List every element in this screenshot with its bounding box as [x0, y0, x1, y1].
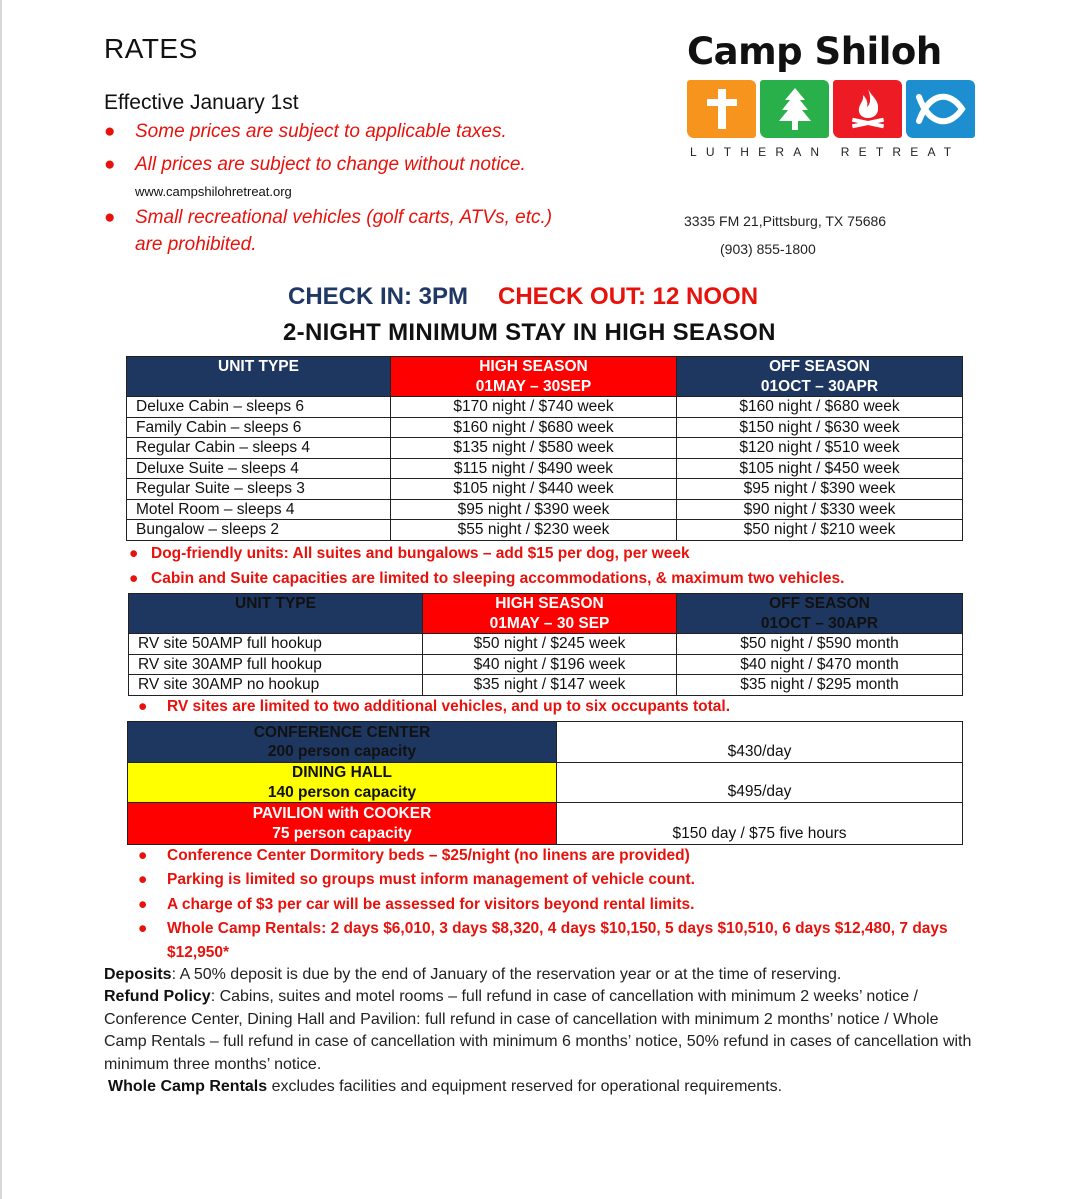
table-row: [128, 763, 963, 803]
deposits-label: Deposits: [104, 966, 172, 983]
facility-rates-table: [127, 721, 963, 845]
bullet-icon: ●: [104, 207, 116, 228]
bullet-icon: ●: [138, 847, 148, 864]
refund-label: Refund Policy: [104, 988, 211, 1005]
off-rate-cell: $105 night / $450 week: [677, 458, 963, 479]
tree-icon: [760, 80, 829, 138]
lodging-rates-table: [126, 356, 963, 541]
table-row: [129, 654, 963, 675]
page-edge: [0, 0, 2, 1199]
table-row: [129, 634, 963, 655]
high-rate-cell: $95 night / $390 week: [391, 499, 677, 520]
high-season-dates: 01MAY – 30SEP: [475, 377, 592, 395]
unit-cell: Regular Cabin – sleeps 4: [127, 438, 391, 459]
dog-friendly-note: [129, 545, 690, 563]
rv-note-text: RV sites are limited to two additional vehicles, and up to six occupants total.: [167, 698, 730, 715]
unit-cell: Deluxe Suite – sleeps 4: [127, 458, 391, 479]
check-out-time: CHECK OUT: 12 NOON: [498, 283, 759, 310]
whole-camp-note-text: Whole Camp Rentals: 2 days $6,010, 3 days $8,320, 4 days $10,150, 5 days $10,510, 6 days $12,480, 7 days: [167, 920, 948, 937]
minimum-stay: 2-NIGHT MINIMUM STAY IN HIGH SEASON: [283, 319, 776, 346]
refund-policy-paragraph: [104, 986, 984, 1076]
price-change-note-text: All prices are subject to change without notice.: [135, 154, 526, 175]
off-season-label: OFF SEASON: [769, 358, 870, 375]
high-rate-cell: $115 night / $490 week: [391, 458, 677, 479]
off-rate-cell: $50 night / $210 week: [677, 520, 963, 541]
unit-cell: Regular Suite – sleeps 3: [127, 479, 391, 500]
high-rate-cell: $170 night / $740 week: [391, 397, 677, 418]
table-row: [127, 479, 963, 500]
table-header-row: [129, 594, 963, 634]
car-charge-note-text: A charge of $3 per car will be assessed for visitors beyond rental limits.: [167, 896, 695, 913]
unit-cell: Deluxe Cabin – sleeps 6: [127, 397, 391, 418]
check-in-time: CHECK IN: 3PM: [288, 283, 469, 310]
high-rate-cell: $50 night / $245 week: [423, 634, 677, 655]
off-rate-cell: $120 night / $510 week: [677, 438, 963, 459]
effective-date: Effective January 1st: [104, 91, 299, 114]
high-rate-cell: $135 night / $580 week: [391, 438, 677, 459]
refund-text: : Cabins, suites and motel rooms – full refund in case of cancellation with minimum 2 weeks’ notice / Conference Center, Dining Hall and Pavilion: full refund in case of cancellation with minimum 2 months’ notice / Whole Camp Rentals – full refund in case of cancellation with minimum 6 months’ notice, 50% refund in cases of cancellation with minimum three months’ notice.: [104, 988, 972, 1073]
table-row: [127, 417, 963, 438]
bullet-icon: ●: [104, 121, 116, 142]
unit-cell: Bungalow – sleeps 2: [127, 520, 391, 541]
whole-camp-note: [138, 920, 948, 938]
facility-price: $430/day: [557, 722, 963, 763]
bullet-icon: ●: [129, 570, 139, 587]
camp-logo: [684, 30, 984, 165]
off-season-header: [677, 594, 963, 634]
high-season-header: [423, 594, 677, 634]
high-rate-cell: $160 night / $680 week: [391, 417, 677, 438]
whole-camp-text: excludes facilities and equipment reserved for operational requirements.: [267, 1078, 783, 1095]
logo-title: Camp Shiloh: [687, 30, 942, 73]
high-rate-cell: $105 night / $440 week: [391, 479, 677, 500]
tax-note-text: Some prices are subject to applicable taxes.: [135, 121, 507, 142]
off-rate-cell: $160 night / $680 week: [677, 397, 963, 418]
facility-price: $150 day / $75 five hours: [557, 803, 963, 845]
check-times: [288, 283, 758, 311]
cross-icon: [687, 80, 756, 138]
high-season-dates: 01MAY – 30 SEP: [489, 614, 610, 632]
fish-icon: [906, 80, 975, 138]
bullet-icon: ●: [138, 871, 148, 888]
table-row: [128, 803, 963, 845]
off-rate-cell: $40 night / $470 month: [677, 654, 963, 675]
pavilion-cell: [128, 803, 557, 845]
table-row: [127, 520, 963, 541]
off-rate-cell: $150 night / $630 week: [677, 417, 963, 438]
vehicle-note-line1: Small recreational vehicles (golf carts, ATVs, etc.): [135, 207, 553, 228]
facility-capacity: 75 person capacity: [272, 824, 412, 842]
table-row: [127, 499, 963, 520]
car-charge-note: [138, 896, 695, 914]
logo-subtitle: LUTHERAN RETREAT: [690, 145, 961, 159]
off-rate-cell: $50 night / $590 month: [677, 634, 963, 655]
bullet-icon: ●: [138, 698, 148, 715]
phone-number: (903) 855-1800: [720, 241, 816, 257]
whole-camp-paragraph: [108, 1076, 988, 1099]
dog-friendly-note-text: Dog-friendly units: All suites and bungalows – add $15 per dog, per week: [151, 545, 690, 562]
bullet-icon: ●: [138, 920, 148, 937]
conference-center-cell: [128, 722, 557, 763]
table-row: [129, 675, 963, 696]
unit-cell: Family Cabin – sleeps 6: [127, 417, 391, 438]
high-season-header: [391, 357, 677, 397]
deposits-paragraph: [104, 964, 984, 987]
page-title: RATES: [104, 33, 198, 64]
table-row: [128, 722, 963, 763]
unit-cell: RV site 30AMP no hookup: [129, 675, 423, 696]
vehicle-note-line2: are prohibited.: [135, 234, 257, 255]
facility-name: PAVILION with COOKER: [252, 805, 432, 822]
dormitory-note: [138, 847, 690, 865]
off-season-label: OFF SEASON: [769, 595, 870, 612]
unit-cell: RV site 30AMP full hookup: [129, 654, 423, 675]
logo-tiles: [687, 80, 975, 138]
unit-type-header: UNIT TYPE: [127, 357, 391, 397]
facility-capacity: 140 person capacity: [267, 783, 417, 801]
rv-rates-table: [128, 593, 963, 696]
dormitory-note-text: Conference Center Dormitory beds – $25/night (no linens are provided): [167, 847, 690, 864]
unit-cell: Motel Room – sleeps 4: [127, 499, 391, 520]
unit-type-header: UNIT TYPE: [129, 594, 423, 634]
table-row: [127, 458, 963, 479]
bullet-icon: ●: [104, 154, 116, 175]
dining-hall-cell: [128, 763, 557, 803]
capacity-note-text: Cabin and Suite capacities are limited to sleeping accommodations, & maximum two vehicles.: [151, 570, 845, 587]
high-season-label: HIGH SEASON: [479, 358, 588, 375]
rv-note: [138, 698, 730, 716]
tax-note: [104, 121, 507, 143]
off-season-dates: 01OCT – 30APR: [760, 614, 879, 632]
address: 3335 FM 21,Pittsburg, TX 75686: [684, 213, 887, 229]
unit-cell: RV site 50AMP full hookup: [129, 634, 423, 655]
price-change-note: [104, 154, 526, 176]
off-rate-cell: $35 night / $295 month: [677, 675, 963, 696]
website-link[interactable]: www.campshilohretreat.org: [135, 184, 292, 199]
bullet-icon: ●: [129, 545, 139, 562]
facility-name: DINING HALL: [292, 764, 392, 781]
parking-note: [138, 871, 695, 889]
deposits-text: : A 50% deposit is due by the end of January of the reservation year or at the time of reserving.: [171, 966, 842, 983]
table-row: [127, 438, 963, 459]
capacity-note: [129, 570, 845, 588]
vehicle-note: [104, 207, 552, 256]
bullet-icon: ●: [138, 896, 148, 913]
fire-icon: [833, 80, 902, 138]
facility-name: CONFERENCE CENTER: [253, 723, 431, 741]
parking-note-text: Parking is limited so groups must inform management of vehicle count.: [167, 871, 695, 888]
whole-camp-label: Whole Camp Rentals: [108, 1078, 268, 1095]
high-rate-cell: $55 night / $230 week: [391, 520, 677, 541]
off-rate-cell: $95 night / $390 week: [677, 479, 963, 500]
high-season-label: HIGH SEASON: [495, 595, 604, 612]
whole-camp-note-continued: $12,950*: [167, 944, 230, 961]
table-header-row: [127, 357, 963, 397]
off-rate-cell: $90 night / $330 week: [677, 499, 963, 520]
facility-price: $495/day: [557, 763, 963, 803]
high-rate-cell: $35 night / $147 week: [423, 675, 677, 696]
facility-capacity: 200 person capacity: [267, 743, 417, 760]
off-season-dates: 01OCT – 30APR: [760, 377, 879, 395]
off-season-header: [677, 357, 963, 397]
table-row: [127, 397, 963, 418]
high-rate-cell: $40 night / $196 week: [423, 654, 677, 675]
